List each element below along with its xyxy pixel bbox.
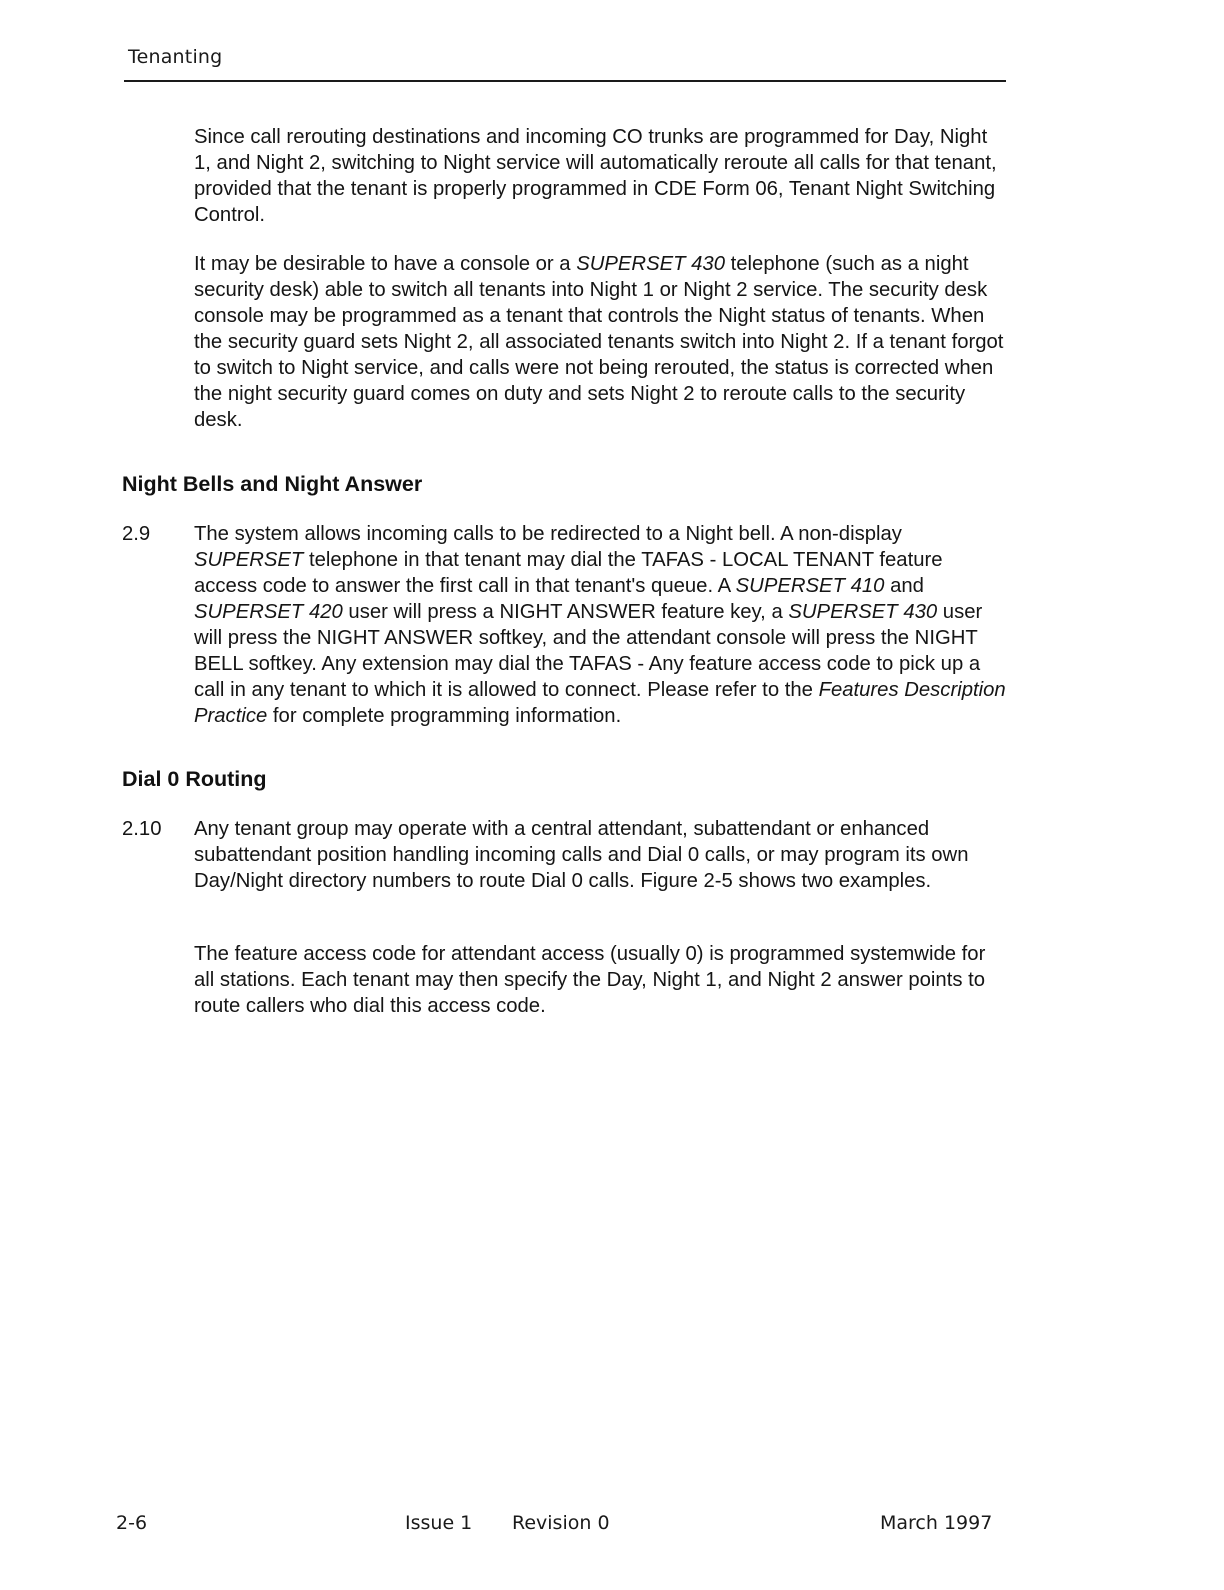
night-bells-text-3: and: [884, 575, 924, 597]
night-bells-text-5: user will press the NIGHT ANSWER softkey, and the attendant console will press the NIGHT BELL softkey. Any extension may dial the TAFAS - Any feature access code to pick up a call in any tenant to which it is allowed to connect. Please refer to the: [194, 601, 983, 701]
night-bells-text-1: The system allows incoming calls to be redirected to a Night bell. A non-display: [194, 523, 902, 545]
dial0-paragraph-number: 2.10: [122, 818, 162, 840]
night-bells-document-reference: Features Description Practice: [194, 679, 1006, 727]
night-bells-product-superset-410: SUPERSET 410: [735, 575, 885, 597]
header-rule: [124, 80, 1006, 82]
night-bells-paragraph-number: 2.9: [122, 523, 151, 545]
night-bells-text-6: for complete programming information.: [267, 705, 622, 727]
dial0-paragraph-1: Any tenant group may operate with a central attendant, subattendant or enhanced subattendant position handling incoming calls and Dial 0 calls, or may program its own Day/Night directory numbers to route Dial 0 calls. Figure 2-5 shows two examples.: [194, 818, 969, 892]
night-bells-text-2: telephone in that tenant may dial the TAFAS - LOCAL TENANT feature access code to answer the first call in that tenant's queue. A: [194, 549, 943, 597]
dial0-paragraph-2: The feature access code for attendant access (usually 0) is programmed systemwide for all stations. Each tenant may then specify the Day, Night 1, and Night 2 answer points to route callers who dial this access code.: [194, 943, 986, 1017]
night-bells-product-superset-430: SUPERSET 430: [788, 601, 938, 623]
footer-page-number: 2-6: [116, 1512, 148, 1534]
night-bells-heading: Night Bells and Night Answer: [122, 472, 423, 496]
dial0-heading: Dial 0 Routing: [122, 767, 267, 791]
footer-revision: Revision 0: [512, 1512, 610, 1534]
night-bells-product-superset-420: SUPERSET 420: [194, 601, 343, 623]
intro-paragraph-2: [194, 251, 1006, 433]
intro-paragraph-1: Since call rerouting destinations and incoming CO trunks are programmed for Day, Night 1, and Night 2, switching to Night service will automatically reroute all calls for that tenant, provided that the tenant is properly programmed in CDE Form 06, Tenant Night Switching Control.: [194, 126, 997, 226]
footer-date: March 1997: [880, 1512, 993, 1534]
intro-p2-product: SUPERSET 430: [576, 253, 725, 275]
intro-p2-text-after: telephone (such as a night security desk) able to switch all tenants into Night 1 or Night 2 service. The security desk console may be programmed as a tenant that controls the Night status of tenants. When the security guard sets Night 2, all associated tenants switch into Night 2. If a tenant forgot to switch to Night service, and calls were not being rerouted, the status is corrected when the night security guard comes on duty and sets Night 2 to reroute calls to the security desk.: [194, 253, 1004, 431]
night-bells-text-4: user will press a NIGHT ANSWER feature key, a: [342, 601, 789, 623]
running-header: Tenanting: [128, 46, 223, 68]
footer-issue: Issue 1: [405, 1512, 473, 1534]
night-bells-product-superset: SUPERSET: [194, 549, 304, 571]
night-bells-paragraph: [194, 521, 1006, 729]
intro-p2-text-before: It may be desirable to have a console or a: [194, 253, 577, 275]
